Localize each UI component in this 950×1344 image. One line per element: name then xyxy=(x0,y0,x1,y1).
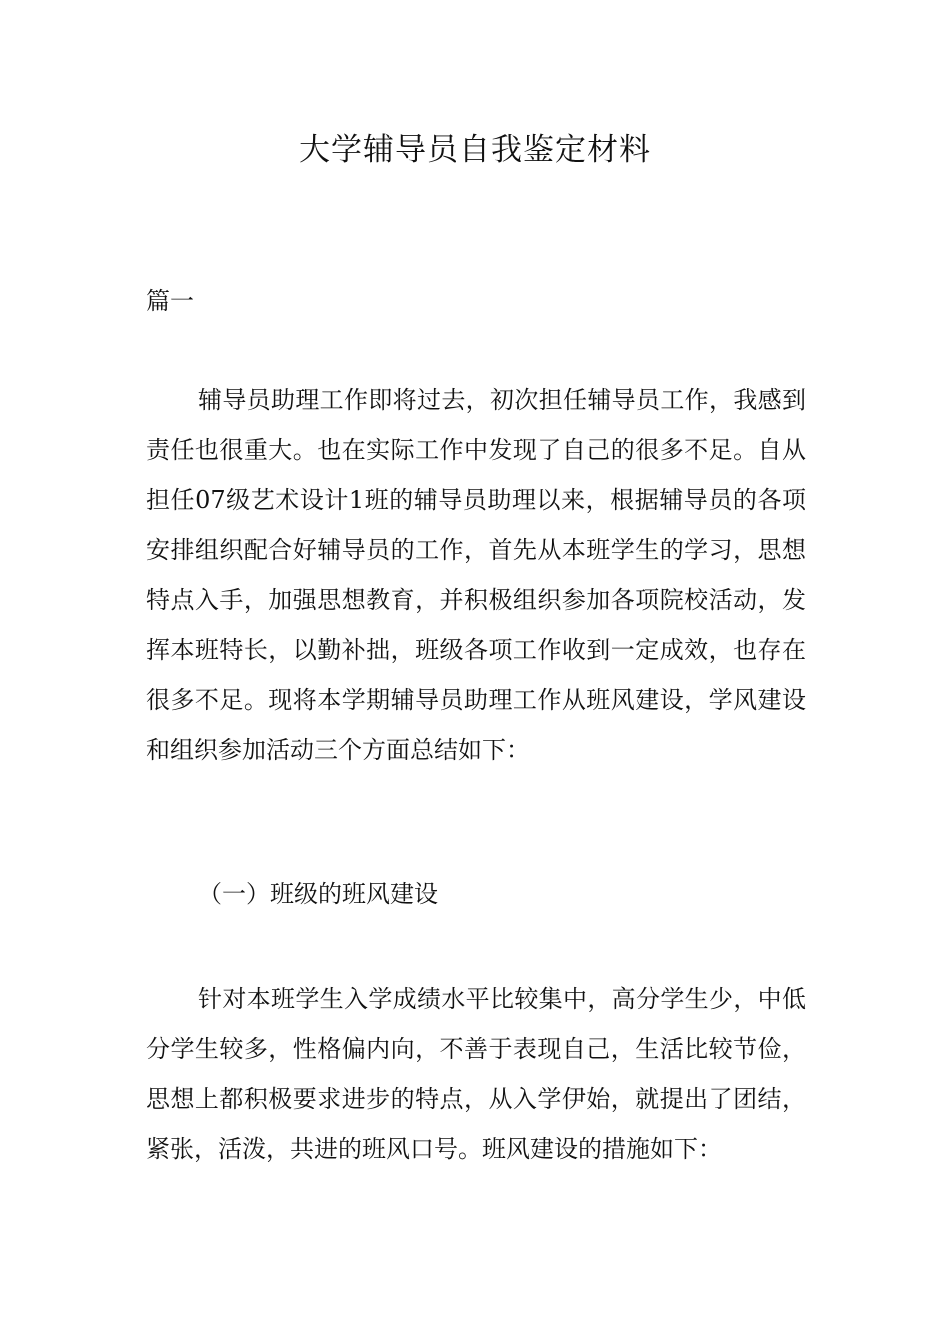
document-title: 大学辅导员自我鉴定材料 xyxy=(299,132,651,168)
paragraph-class-style: 针对本班学生入学成绩水平比较集中，高分学生少，中低分学生较多，性格偏内向，不善于表现自己，生活比较节俭，思想上都积极要求进步的特点，从入学伊始，就提出了团结，紧张，活泼，共进的班风口号。班风建设的措施如下： xyxy=(146,985,806,1163)
section-label: 篇一 xyxy=(146,287,194,315)
paragraph-intro: 辅导员助理工作即将过去，初次担任辅导员工作，我感到责任也很重大。也在实际工作中发现了自己的很多不足。自从担任07级艺术设计1班的辅导员助理以来，根据辅导员的各项安排组织配合好辅导员的工作，首先从本班学生的学习，思想特点入手，加强思想教育，并积极组织参加各项院校活动，发挥本班特长，以勤补拙，班级各项工作收到一定成效，也存在很多不足。现将本学期辅导员助理工作从班风建设，学风建设和组织参加活动三个方面总结如下： xyxy=(146,386,806,764)
subheading-class-style: （一）班级的班风建设 xyxy=(198,880,438,908)
